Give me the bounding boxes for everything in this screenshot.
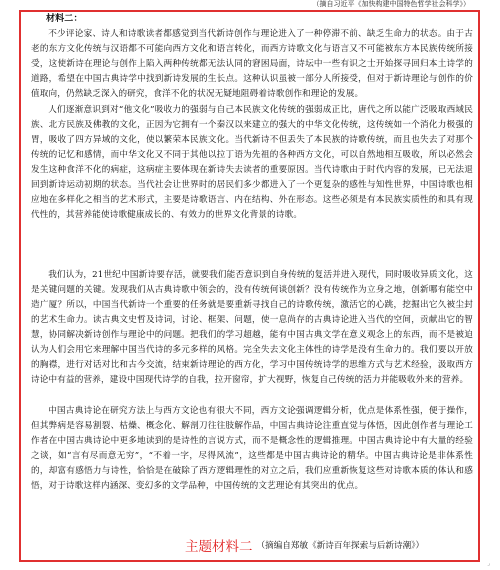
previous-material-citation: （摘自习近平《加快构建中国特色哲学社会科学》） [312,0,470,8]
material-source-line [185,536,424,554]
paragraph-4: 中国古典诗论在研究方法上与西方文论也有很大不同，西方文论强调逻辑分析，优点是体系性强，便于操作，但其弊病是容易割裂、枯燥、概念化、解剖刀往往肢解作品，中国古典诗论注重直觉与体悟，因此创作者与理论工作者在中国古典诗论中更多地读到的是诗性的言说方式，而不是概念性的逻辑推理。中国古典诗论中有大量的经验之谈，如“言有尽而意无穷”，“不着一字，尽得风流”，这些都是中国古典诗论的精华。中国古典诗论是非体系性的，却富有感悟力与诗性，恰恰是在破除了西方逻辑理性的对立之后，我们应重新恢复这些对诗歌本质的体认和感悟，对于诗歌这样内涵深、变幻多的文学品种，中国传统的文艺理论有其突出的优点。 [31,405,473,491]
material-heading: 材料二： [46,14,83,24]
paragraph-1: 不少评论家、诗人和诗歌读者都感觉到当代新诗创作与理论进入了一种停滞不前、缺乏生命力的状态。由于古老的东方文化传统与汉语都不可能向西方文化和语言转化，而西方诗歌文化与语言又不可能被东方本民族传统所接受，这使新诗在理论与创作上陷入两种传统都无法认同的窘困局面，诗坛中一些有识之士开始探寻回归本土诗学的道路，希望在中国古典诗学中找到新诗发展的生长点。这种认识虽被一部分人所接受，但对于新诗理论与创作的价值取向，仍然缺乏深入的研究，食洋不化的状况无疑地阻碍着诗歌创作和理论的发展。 [31,29,473,100]
page-corner-mark: ⌟ [487,560,490,567]
source-label: 主题材料二 [185,539,253,555]
paragraph-3: 我们认为，21世纪中国新诗要存活，就要我们能否意识到自身传统的复活并进入现代，同时吸收异质文化，这是关键问题的关键。发现我们从古典诗歌中领会的，没有传统何谈创新？没有传统作为立身之地，创新哪有能空中造广厦？所以，中国当代新诗一个重要的任务就是要重新寻找自己的诗歌传统，激活它的心跳，挖掘出它久被尘封的艺术生命力。读古典文史哲及诗词，讨论、框架、问题，使一息尚存的古典诗论进入当代的空间，贡献出它的智慧，协同解决新诗创作与理论中的问题。把我们的学习超越，能有中国古典文学在意义观念上的东西，而不是被迫认为人们会用它来理解中国当代诗的多元多样的风格。完全失去文化主体性的诗学是没有生命力的。我们要以开放的胸襟，进行对话对比和古今交流，结束新诗理论的西方化，学习中国传统诗学的思维方式与艺术经验，汲取西方诗论中有益的营养，建设中国现代诗学的自我，拉开窗帘，扩大视野，恢复自己传统的活力并能吸收外来的营养。 [31,269,473,385]
source-citation: （摘编自郑敏《新诗百年探索与后新诗潮》） [256,541,425,551]
paragraph-2: 人们逐渐意识到对“他文化”吸收力的强弱与自己本民族文化传统的强弱成正比，唐代之所以能广泛吸取西域民族、北方民族及佛教的文化，正因为它拥有一个秦汉以来建立的强大的中华文化传统，这传统如一个消化力极强的胃，吸收了四方异域的文化，使以繁荣本民族文化。当代新诗不但丢失了本民族的诗歌传统，而且也失去了对那个传统的记忆和感情，而中华文化又不同于其他以拉丁语为先祖的各种西方文化，可以自然地相互吸收，所以必然会发生这种食洋不化的病症，这病症主要体现在新诗失去读者的重要原因。当代诗歌由于时代内容的发展，已无法退回到新诗运动初期的状态。当代社会让世界时的居民们多少都进入了一个更复杂的感性与知性世界，中国诗歌也相应地在多样化之相当的艺术形式，主要是诗歌语言、内在结构、外在形态。这些必须是有本民族实质性的和具有现代性的，其营养能使诗歌健康成长的、有效力的世界文化背景的诗歌。 [31,104,473,220]
document-body [31,12,473,552]
